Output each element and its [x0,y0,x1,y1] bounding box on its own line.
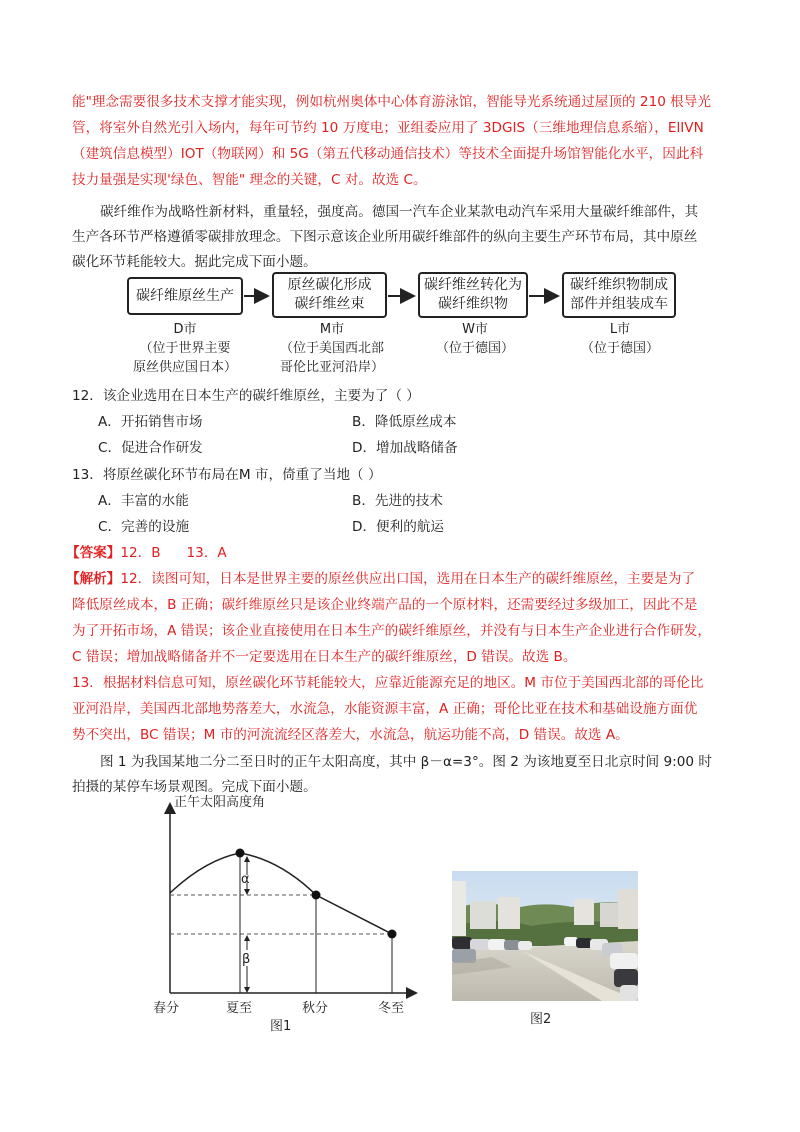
text-line: 碳化环节耗能较大。据此完成下面小题。 [72,254,317,270]
beta-label: β [242,952,251,967]
analysis-text: 12．读图可知，日本是世界主要的原丝供应出口国，选用在日本生产的碳纤维原丝，主要是为了 [120,571,696,587]
flow-caption-m: M市 （位于美国西北部 哥伦比亚河沿岸） [279,322,384,375]
figure-2-caption: 图2 [530,1012,552,1027]
text-line: C 错误；增加战略储备并不一定要选用在日本生产的碳纤维原丝，D 错误。故选 B。 [72,649,577,665]
parking-lot-photo [452,871,638,1001]
x-label-summer: 夏至 [226,1001,253,1016]
autumn-equinox-point [312,891,321,900]
text-line: 为了开拓市场，A 错误；该企业直接使用在日本生产的碳纤维原丝，并没有与日本生产企业进行合作研发， [72,623,711,639]
flow-box-label: 碳纤维原丝生产 [136,287,234,304]
altitude-curve [170,853,392,934]
answer-text: 12．B 13．A [120,545,227,561]
text-line: 降低原丝成本，B 正确；碳纤维原丝只是该企业终端产品的一个原材料，还需要经过多级加工，因此不是 [72,597,698,613]
text-line: 管，将室外自然光引入场内，每年可节约 10 万度电；亚组委应用了 3DGIS（三维地理信息系缩），ElIVN [72,120,704,136]
analysis-label: 【解析】 [66,571,121,587]
text-line: 生产各环节严格遵循零碳排放理念。下图示意该企业所用碳纤维部件的纵向主要生产环节布局，其中原丝 [72,229,698,245]
answer-label: 【答案】 [66,545,121,561]
text-line: 13．根据材料信息可知，原丝碳化环节耗能较大，应靠近能源充足的地区。M 市位于美国西北部的哥伦比 [72,675,704,691]
x-label-autumn: 秋分 [302,1001,329,1016]
text-line: 亚河沿岸，美国西北部地势落差大，水流急，水能资源丰富，A 正确；哥伦比亚在技术和基础设施方面优 [72,701,698,717]
text-line: 图 1 为我国某地二分二至日时的正午太阳高度，其中 β－α=3°。图 2 为该地夏至日北京时间 9:00 时 [100,754,712,770]
option-a: A．开拓销售市场 [98,414,203,430]
option-c: C．完善的设施 [98,519,190,535]
x-label-spring: 春分 [153,1001,180,1016]
text-line: 拍摄的某停车场景观图。完成下面小题。 [72,779,317,795]
text-line: 技力量强是实现'绿色、智能" 理念的关键，C 对。故选 C。 [72,172,427,188]
text-line: 势不突出，BC 错误；M 市的河流流经区落差大，水流急，航运功能不高，D 错误。故选 A。 [72,727,629,743]
question-stem: 13．将原丝碳化环节布局在M 市，倚重了当地（ ） [72,467,382,483]
option-c: C．促进合作研发 [98,440,203,456]
flow-caption-d: D市 （位于世界主要 原丝供应国日本） [132,322,237,375]
flow-box-label: 原丝碳化形成 碳纤维丝束 [287,277,372,312]
text-line: 能"理念需要很多技术支撑才能实现，例如杭州奥体中心体育游泳馆，智能导光系统通过屋顶的 210 根导光 [72,94,711,110]
flow-box-label: 碳纤维丝转化为 碳纤维织物 [424,277,522,312]
x-label-winter: 冬至 [378,1001,405,1016]
option-b: B．先进的技术 [352,493,443,509]
question-stem: 12．该企业选用在日本生产的碳纤维原丝，主要为了（ ） [72,388,420,404]
winter-solstice-point [388,930,397,939]
flow-box-label: 碳纤维织物制成 部件并组装成车 [570,277,668,312]
option-d: D．便利的航运 [352,519,445,535]
text-line: （建筑信息模型）IOT（物联网）和 5G（第五代移动通信技术）等技术全面提升场馆智能化水平，因此科 [72,146,704,162]
flow-caption-l: L市 （位于德国） [580,322,659,356]
y-axis-label: 正午太阳高度角 [174,795,266,810]
figure-1-caption: 图1 [270,1019,292,1034]
option-a: A．丰富的水能 [98,493,189,509]
text-line: 碳纤维作为战略性新材料，重量轻，强度高。德国一汽车企业某款电动汽车采用大量碳纤维部件，其 [100,204,699,220]
summer-solstice-point [236,849,245,858]
option-d: D．增加战略储备 [352,440,458,456]
option-b: B．降低原丝成本 [352,414,457,430]
alpha-label: α [241,872,250,887]
flow-caption-w: W市 （位于德国） [435,322,514,356]
parking-lot-image [452,871,638,1001]
